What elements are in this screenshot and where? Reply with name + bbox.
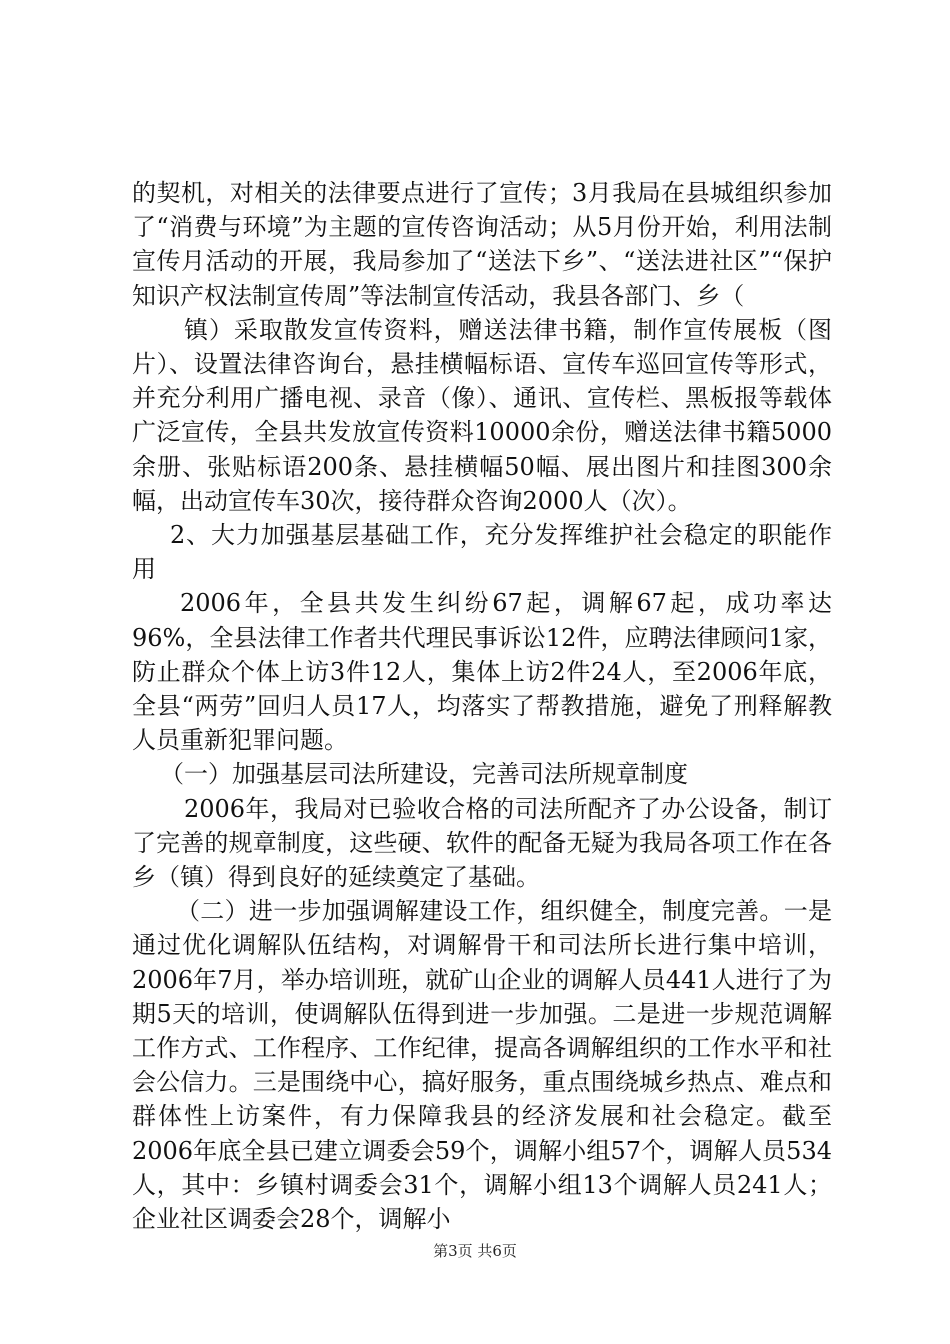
paragraph-publicity-activities: 的契机，对相关的法律要点进行了宣传；3月我局在县城组织参加了“消费与环境”为主题的宣传咨询活动；从5月份开始，利用法制宣传月活动的开展，我局参加了“送法下乡”、“送法进社区”“保护知识产权法制宣传周”等法制宣传活动，我县各部门、乡（ [132,179,832,310]
section-heading-grassroots-work: 2、大力加强基层基础工作，充分发挥维护社会稳定的职能作用 [132,521,832,584]
paragraph-judicial-office-equipment: 2006年，我局对已验收合格的司法所配齐了办公设备，制订了完善的规章制度，这些硬、软件的配备无疑为我局各项工作在各乡（镇）得到良好的延续奠定了基础。 [132,794,832,892]
paragraph-publicity-forms: 镇）采取散发宣传资料，赠送法律书籍，制作宣传展板（图片）、设置法律咨询台，悬挂横幅标语、宣传车巡回宣传等形式，并充分利用广播电视、录音（像）、通讯、宣传栏、黑板报等载体广泛宣传，全县共发放宣传资料10000余份，赠送法律书籍5000余册、张贴标语200条、悬挂横幅50幅、展出图片和挂图300余幅，出动宣传车30次，接待群众咨询2000人（次）。 [132,315,832,515]
document-body [132,176,832,1236]
paragraph-dispute-statistics: 2006年，全县共发生纠纷67起，调解67起，成功率达96%，全县法律工作者共代理民事诉讼12件，应聘法律顾问1家，防止群众个体上访3件12人，集体上访2件24人，至2006年底，全县“两劳”回归人员17人，均落实了帮教措施，避免了刑释解教人员重新犯罪问题。 [132,589,832,755]
subheading-judicial-office-construction: （一）加强基层司法所建设，完善司法所规章制度 [160,760,688,789]
page-footer: 第3页 共6页 [433,1242,517,1260]
paragraph-mediation-construction: （二）进一步加强调解建设工作，组织健全，制度完善。一是通过优化调解队伍结构，对调解骨干和司法所长进行集中培训，2006年7月，举办培训班，就矿山企业的调解人员441人进行了为期5天的培训，使调解队伍得到进一步加强。二是进一步规范调解工作方式、工作程序、工作纪律，提高各调解组织的工作水平和社会公信力。三是围绕中心，搞好服务，重点围绕城乡热点、难点和群体性上访案件，有力保障我县的经济发展和社会稳定。截至2006年底全县已建立调委会59个，调解小组57个，调解人员534人，其中：乡镇村调委会31个，调解小组13个调解人员241人；企业社区调委会28个，调解小 [132,897,832,1234]
